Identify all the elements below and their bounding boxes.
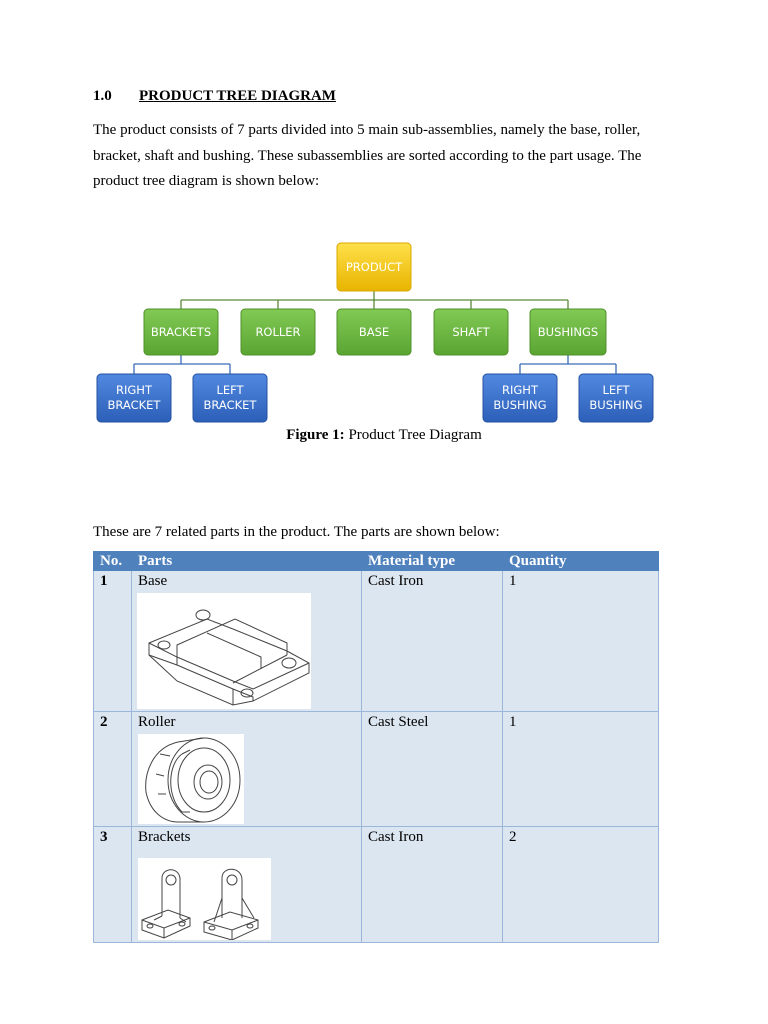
tree-node-product: [337, 243, 411, 291]
tree-node-brackets: [144, 309, 218, 355]
section-title: PRODUCT TREE DIAGRAM: [139, 88, 336, 104]
row-part-name: Roller: [138, 714, 176, 730]
tree-node-left-bushing: [579, 374, 653, 422]
parts-table: [93, 551, 659, 943]
tree-node-bushings-label: BUSHINGS: [537, 325, 599, 339]
header-no: No.: [94, 552, 132, 571]
tree-node-left-bracket-line2: BRACKET: [203, 398, 257, 412]
intro-paragraph: The product consists of 7 parts divided into 5 main sub-assemblies, namely the base, roller, bracket, shaft and bushing. These subassemblies are sorted according to the part usage. The product tree diagram is shown below:: [93, 122, 642, 189]
row-no: 3: [94, 827, 132, 943]
tree-node-right-bracket-line2: BRACKET: [107, 398, 161, 412]
tree-node-right-bushing-line2: BUSHING: [493, 398, 547, 412]
tree-node-left-bracket-line1: LEFT: [216, 383, 244, 397]
tree-node-left-bushing-line2: BUSHING: [589, 398, 643, 412]
tree-connectors-parts: [134, 355, 616, 374]
section-number: 1.0: [93, 88, 112, 104]
tree-node-right-bracket: [97, 374, 171, 422]
header-material: Material type: [362, 552, 503, 571]
product-tree-diagram: [0, 0, 768, 440]
tree-node-right-bushing: [483, 374, 557, 422]
table-row: [94, 827, 659, 943]
row-material: Cast Steel: [362, 712, 503, 827]
figure-caption-label: Figure 1:: [286, 427, 345, 443]
section-heading: [93, 88, 336, 105]
tree-node-right-bracket-line1: RIGHT: [116, 383, 152, 397]
row-quantity: 2: [503, 827, 659, 943]
table-row: [94, 712, 659, 827]
row-part: [132, 571, 362, 712]
tree-node-bushings: [530, 309, 606, 355]
tree-node-roller: [241, 309, 315, 355]
table-header-row: [94, 552, 659, 571]
tree-node-shaft: [434, 309, 508, 355]
tree-node-base: [337, 309, 411, 355]
row-no: 2: [94, 712, 132, 827]
tree-node-left-bushing-line1: LEFT: [602, 383, 630, 397]
row-material: Cast Iron: [362, 571, 503, 712]
row-no: 1: [94, 571, 132, 712]
table-row: [94, 571, 659, 712]
tree-connectors: [181, 291, 568, 309]
tree-node-left-bracket: [193, 374, 267, 422]
header-quantity: Quantity: [503, 552, 659, 571]
figure-caption: [0, 427, 768, 444]
roller-part-drawing: [138, 734, 244, 824]
tree-node-product-label: PRODUCT: [345, 260, 403, 274]
row-material: Cast Iron: [362, 827, 503, 943]
parts-intro: These are 7 related parts in the product. The parts are shown below:: [93, 524, 500, 540]
row-part-name: Base: [138, 573, 168, 589]
tree-node-shaft-label: SHAFT: [452, 325, 490, 339]
row-part-name: Brackets: [138, 829, 191, 845]
brackets-part-drawing: [138, 858, 271, 940]
base-part-drawing: [137, 593, 311, 709]
row-quantity: 1: [503, 571, 659, 712]
row-part: [132, 712, 362, 827]
figure-caption-text: Product Tree Diagram: [344, 427, 482, 443]
tree-node-right-bushing-line1: RIGHT: [502, 383, 538, 397]
row-part: [132, 827, 362, 943]
tree-node-base-label: BASE: [358, 325, 390, 339]
tree-node-brackets-label: BRACKETS: [150, 325, 212, 339]
row-quantity: 1: [503, 712, 659, 827]
tree-node-roller-label: ROLLER: [255, 325, 301, 339]
header-parts: Parts: [132, 552, 362, 571]
